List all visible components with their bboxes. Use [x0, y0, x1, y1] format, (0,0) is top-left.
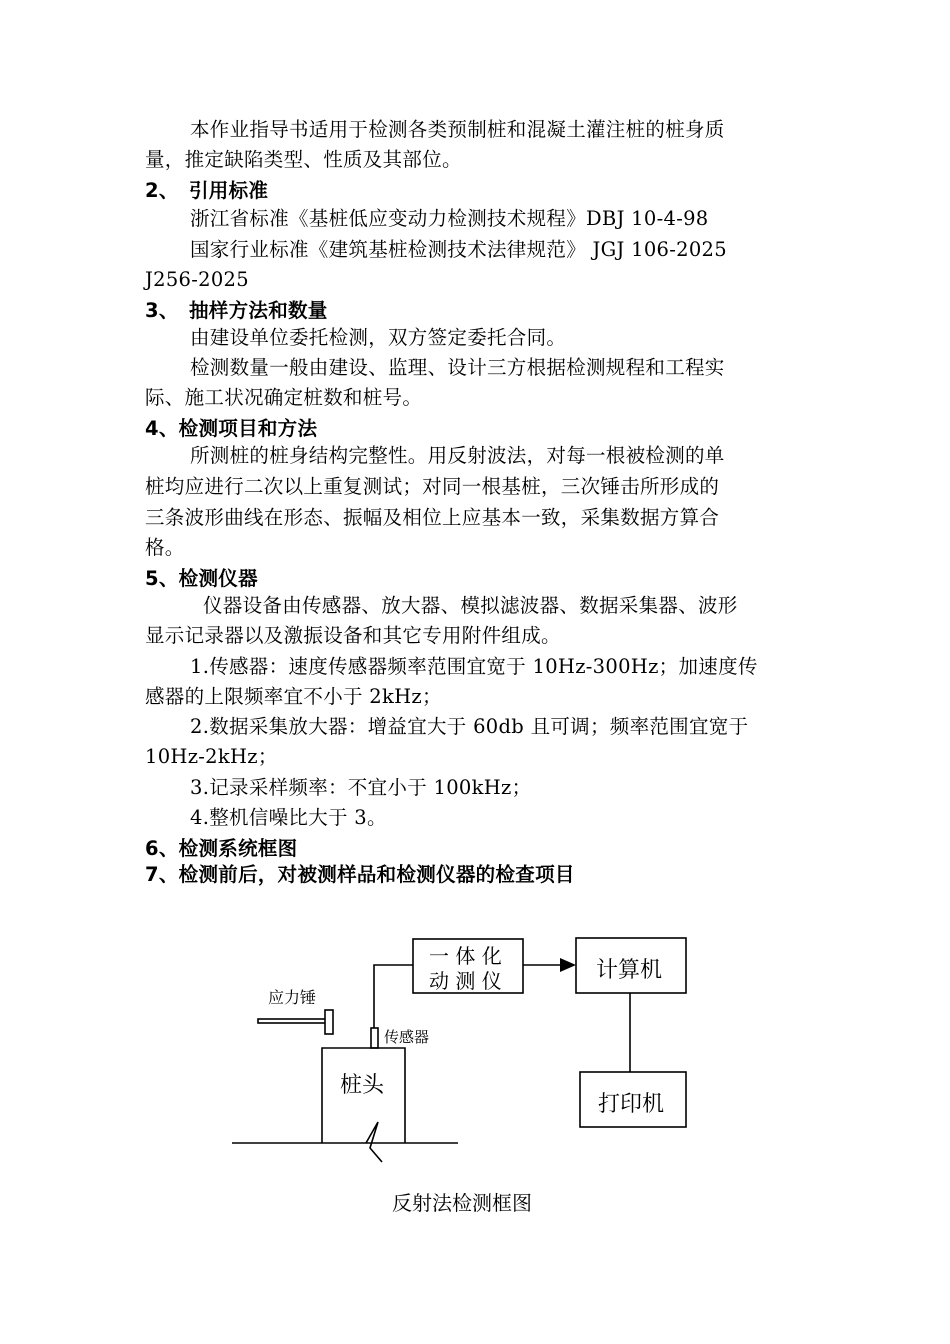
sampling-paragraph-2-line-1: 检测数量一般由建设、监理、设计三方根据检测规程和工程实 [190, 356, 725, 379]
instrument-item-1-line-2: 感器的上限频率宜不小于 2kHz； [145, 685, 442, 708]
instrument-item-4: 4.整机信噪比大于 3。 [190, 806, 387, 829]
sampling-paragraph-2-line-2: 际、施工状况确定桩数和桩号。 [145, 386, 423, 409]
paragraph-scope-line-2: 量，推定缺陷类型、性质及其部位。 [145, 148, 462, 171]
section-4-heading: 4、检测项目和方法 [145, 417, 318, 440]
section-2-title: 引用标准 [189, 179, 269, 202]
method-line-4: 格。 [145, 536, 185, 559]
method-line-2: 桩均应进行二次以上重复测试；对同一根基桩，三次锤击所形成的 [145, 475, 720, 498]
instrument-item-2-line-2: 10Hz-2kHz； [145, 745, 278, 768]
section-6-heading: 6、检测系统框图 [145, 837, 298, 860]
pile-break-mark [366, 1122, 382, 1162]
sensor-cable [374, 965, 413, 1028]
paragraph-scope-line-1: 本作业指导书适用于检测各类预制桩和混凝土灌注桩的桩身质 [190, 118, 725, 141]
instrument-item-2-line-1: 2.数据采集放大器：增益宜大于 60db 且可调；频率范围宜宽于 [190, 715, 749, 738]
standard-1: 浙江省标准《基桩低应变动力检测技术规程》DBJ 10-4-98 [190, 207, 709, 230]
diagram-caption: 反射法检测框图 [392, 1191, 532, 1215]
instrument-item-1-line-1: 1.传感器：速度传感器频率范围宜宽于 10Hz-300Hz；加速度传 [190, 655, 758, 678]
section-5-heading: 5、检测仪器 [145, 567, 258, 590]
section-3-title: 抽样方法和数量 [189, 299, 328, 322]
instrument-intro-line-2: 显示记录器以及激振设备和其它专用附件组成。 [145, 624, 561, 647]
hammer-head [325, 1010, 333, 1034]
pile-head-label: 桩头 [340, 1073, 385, 1098]
sensor-block [371, 1028, 378, 1048]
hammer-handle [258, 1019, 326, 1023]
standard-2: 国家行业标准《建筑基桩检测技术法律规范》 JGJ 106-2025 [190, 238, 727, 261]
method-line-1: 所测桩的桩身结构完整性。用反射波法，对每一根被检测的单 [190, 444, 725, 467]
standard-2-continued: J256-2025 [145, 268, 249, 291]
instrument-intro-line-1: 仪器设备由传感器、放大器、模拟滤波器、数据采集器、波形 [203, 594, 738, 617]
printer-label: 打印机 [598, 1092, 665, 1117]
method-line-3: 三条波形曲线在形态、振幅及相位上应基本一致，采集数据方算合 [145, 506, 720, 529]
instrument-label-line-2: 动 测 仪 [429, 969, 502, 993]
sensor-label: 传感器 [384, 1028, 430, 1046]
instrument-label-line-1: 一 体 化 [429, 944, 502, 968]
computer-label: 计算机 [596, 958, 663, 983]
sampling-paragraph-1: 由建设单位委托检测，双方签定委托合同。 [190, 326, 567, 349]
section-3-number: 3、 [145, 299, 179, 322]
section-7-heading: 7、检测前后，对被测样品和检测仪器的检查项目 [145, 863, 575, 886]
hammer-label: 应力锤 [268, 988, 317, 1007]
section-2-number: 2、 [145, 179, 179, 202]
instrument-item-3: 3.记录采样频率：不宜小于 100kHz； [190, 776, 532, 799]
arrow-head-to-computer [560, 958, 576, 972]
